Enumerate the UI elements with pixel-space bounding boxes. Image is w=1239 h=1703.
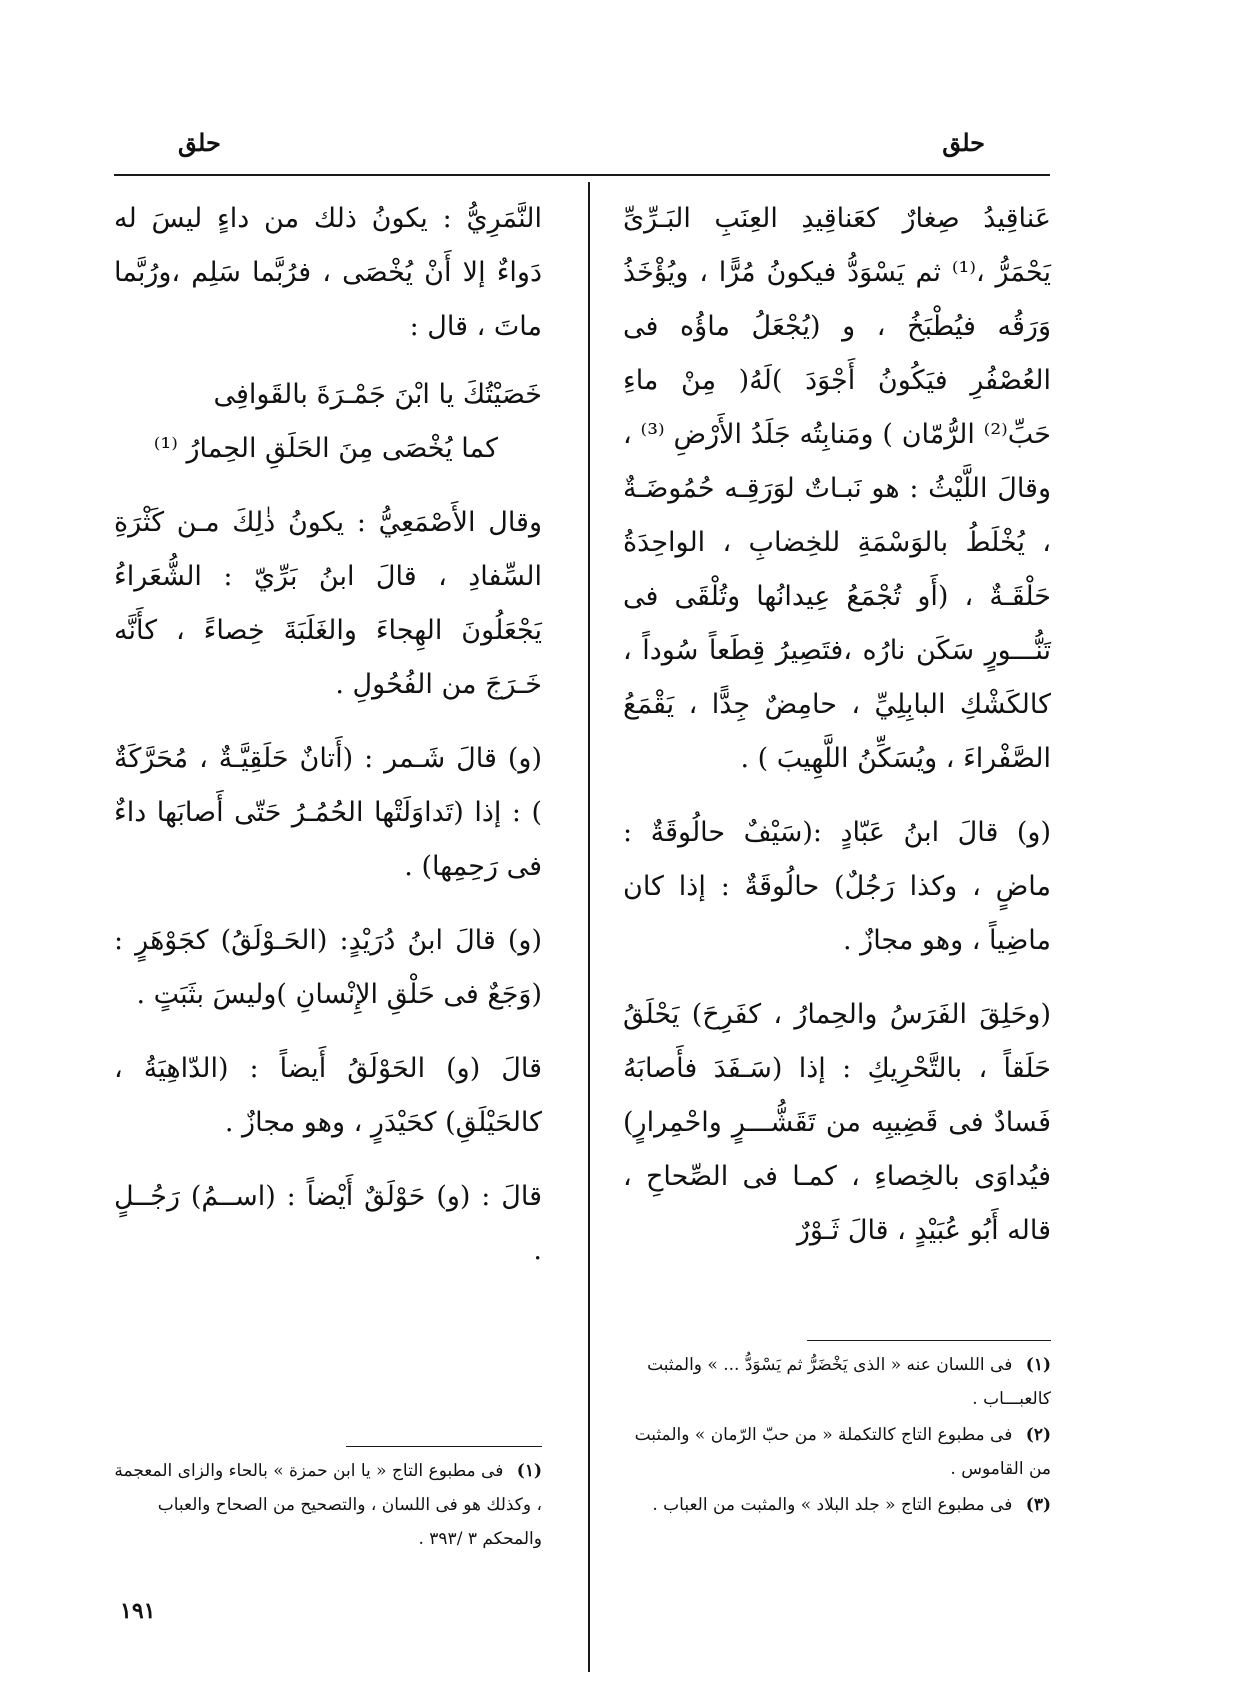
footnote-number: (١): [516, 1461, 542, 1481]
page-number: ١٩١: [120, 1598, 156, 1624]
verse-hemistich-2: كما يُخْصَى مِنَ الحَلَقِ الحِمارُ ⁽¹⁾: [153, 433, 498, 464]
footnote-right-2: [623, 1418, 1051, 1486]
right-paragraph-3: (وحَلِقَ الفَرَسُ والحِمارُ ، كفَرِحَ) يَحْلَقُ حَلَقاً ، بالتَّحْرِيكِ : إذا (سَـفَدَ فأَصابَهُ فَسادٌ فى قَضِيبِه من تَقَشُّـــرٍ واحْمِرارٍ) فيُداوَى بالخِصاءِ ، كمـا فى الصِّحاحِ ، قاله أَبُو عُبَيْدٍ ، قالَ ثَـوْرٌ: [623, 999, 1051, 1246]
footnote-number: (٢): [1025, 1425, 1051, 1445]
footnote-right-1: [623, 1348, 1051, 1416]
footnote-number: (٣): [1025, 1495, 1051, 1515]
left-paragraph-2: وقال الأَصْمَعِيُّ : يكونُ ذٰلِكَ مـن كَثْرَةِ السِّفادِ ، قالَ ابنُ بَرِّيّ : الشُّعَراءُ يَجْعَلُونَ الهِجاءَ والغَلَبَةَ خِصاءً ، كأَنَّه خَـرَجَ من الفُحُولِ .: [114, 507, 542, 700]
right-paragraph-2: (و) قالَ ابنُ عَبّادٍ :(سَيْفٌ حالُوقَةٌ : ماضٍ ، وكذا رَجُلٌ) حالُوقَةٌ : إذا كان ماضِياً ، وهو مجازٌ .: [623, 817, 1051, 956]
left-paragraph-6: قالَ : (و) حَوْلَقٌ أَيْضاً : (اســمُ) رَجُــلٍ .: [114, 1181, 542, 1266]
left-column: [114, 192, 542, 1278]
footnote-rule-left: [346, 1446, 542, 1447]
footnotes-right: [623, 1348, 1051, 1524]
left-paragraph-3: (و) قالَ شَـمر : (أَتانٌ حَلَقِيَّـةٌ ، مُحَرَّكَةٌ ) : إذا (تَداوَلَتْها الحُمُـرُ حَتّى أَصابَها داءٌ فى رَحِمِها) .: [114, 743, 542, 882]
header-rule: [114, 174, 1050, 176]
footnote-text: فى مطبوع التاج « جلد البلاد » والمثبت من العباب .: [652, 1495, 1013, 1515]
footnote-text: فى مطبوع التاج « يا ابن حمزة » بالحاء والزاى المعجمة ، وكذلك هو فى اللسان ، والتصحيح من الصحاح والعباب والمحكم ٣ /٣٩٣ .: [114, 1461, 542, 1549]
verse-hemistich-1: خَصَيْتُكَ يا ابْنَ جَمْـرَةَ بالقَوافِى: [213, 379, 542, 410]
footnote-rule-right: [807, 1340, 1051, 1341]
column-divider: [588, 182, 590, 1672]
footnote-left-1: [114, 1454, 542, 1556]
running-head-left: حلق: [178, 128, 221, 157]
footnote-number: (١): [1025, 1355, 1051, 1375]
left-paragraph-5: قالَ (و) الحَوْلَقُ أَيضاً : (الدّاهِيَةُ ، كالحَيْلَقِ) كحَيْدَرٍ ، وهو مجازٌ .: [114, 1053, 542, 1138]
left-paragraph-4: (و) قالَ ابنُ دُرَيْدٍ: (الحَـوْلَقُ) كجَوْهَرٍ : (وَجَعٌ فى حَلْقِ الإِنْسانِ )وليسَ بثَبَتٍ .: [114, 925, 542, 1010]
right-column: [623, 192, 1051, 1258]
footnotes-left: [114, 1454, 542, 1558]
footnote-text: فى مطبوع التاج كالتكملة « من حبّ الرّمان » والمثبت من القاموس .: [634, 1425, 1051, 1479]
footnote-text: فى اللسان عنه « الذى يَخْضَرُّ ثم يَسْوَدُّ ... » والمثبت كالعبـــاب .: [647, 1355, 1051, 1409]
poem-verse: [114, 368, 542, 476]
running-head-right: حلق: [942, 128, 985, 157]
left-paragraph-1: النَّمَرِيُّ : يكونُ ذلك من داءٍ ليسَ له دَواءٌ إلا أَنْ يُخْصَى ، فرُبَّما سَلِم ،ورُبَّما ماتَ ، قال :: [114, 203, 542, 342]
right-paragraph-1: عَناقِيدُ صِغارٌ كعَناقِيدِ العِنَبِ البَـرِّىِّ يَحْمَرُّ ،⁽¹⁾ ثم يَسْوَدُّ فيكونُ مُرًّا ، ويُؤْخَذُ وَرَقُه فيُطْبَخُ ، و (يُجْعَلُ ماؤُه فى العُصْفُرِ فيَكُونُ أَجْوَدَ )لَهُ( مِنْ ماءِ حَبِّ⁽²⁾ الرُّمّان ) ومَنابِتُه جَلَدُ الأَرْضِ ⁽³⁾ ، وقالَ اللَّيْثُ : هو نَبـاتٌ لوَرَقِـه حُمُوضَـةٌ ، يُخْلَطُ بالوَسْمَةِ للخِضابِ ، الواحِدَةُ حَلْقَـةٌ ، (أَو تُجْمَعُ عِيدانُها وتُلْقَى فى تَنُّـــورٍ سَكَن نارُه ،فتَصِيرُ قِطَعاً سُوداً ، كالكَشْكِ البابِلِيِّ ، حامِضٌ جِدًّا ، يَقْمَعُ الصَّفْراءَ ، ويُسَكِّنُ اللَّهِيبَ ) .: [623, 203, 1051, 774]
footnote-right-3: [623, 1488, 1051, 1522]
